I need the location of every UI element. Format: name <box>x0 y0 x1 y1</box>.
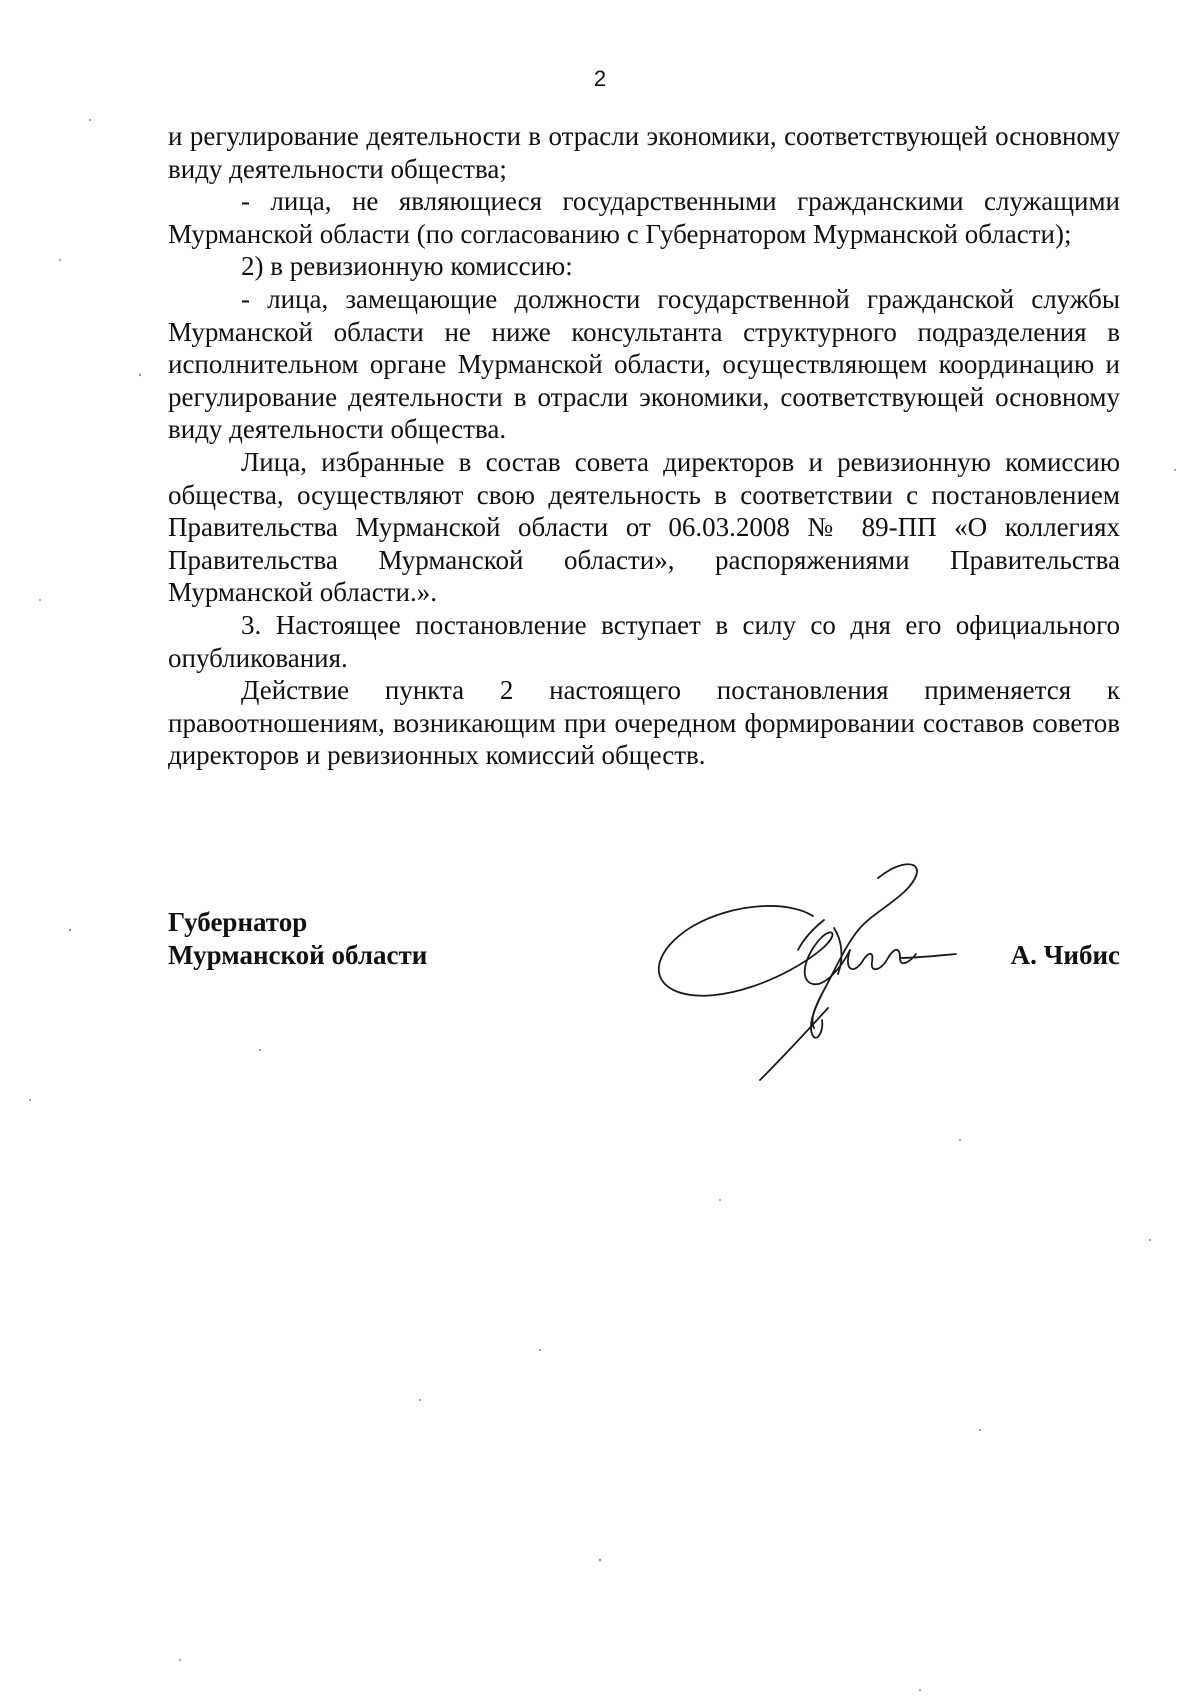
signatory-title-line1: Губернатор <box>168 907 308 937</box>
signatory-title <box>168 906 427 971</box>
paragraph-applicability: Действие пункта 2 настоящего постановления применяется к правоотношениям, возникающим при очередном формировании составов советов директоров и ревизионных комиссий обществ. <box>168 675 1120 771</box>
paragraph-continuation: и регулирование деятельности в отрасли экономики, соответствующей основному виду деятельности общества; <box>168 121 1120 184</box>
signatory-title-line2: Мурманской области <box>168 939 428 970</box>
document-body <box>168 120 1120 772</box>
paragraph-civil-servants: - лица, не являющиеся государственными гражданскими служащими Мурманской области (по согласованию с Губернатором Мурманской области); <box>168 186 1120 249</box>
page-number: 2 <box>593 66 607 91</box>
signature-block <box>168 906 1120 1106</box>
paragraph-audit-commission-heading: 2) в ревизионную комиссию: <box>241 251 573 282</box>
paragraph-elected-persons: Лица, избранные в состав совета директоров и ревизионную комиссию общества, осуществляют свою деятельность в соответствии с постановлением Правительства Мурманской области от 06.03.2008 № 89-ПП «О коллегиях Правительства Мурманской области», распоряжениями Правительства Мурманской области.». <box>168 446 1120 608</box>
paragraph-audit-commission-members: - лица, замещающие должности государственной гражданской службы Мурманской области не ниже консультанта структурного подразделения в исполнительном органе Мурманской области, осуществляющем координацию и регулирование деятельности в отрасли экономики, соответствующей основному виду деятельности общества. <box>168 283 1120 445</box>
signatory-name: А. Чибис <box>1010 939 1120 970</box>
handwritten-signature-icon <box>638 858 958 1088</box>
paragraph-effective-date: 3. Настоящее постановление вступает в силу со дня его официального опубликования. <box>168 609 1120 673</box>
